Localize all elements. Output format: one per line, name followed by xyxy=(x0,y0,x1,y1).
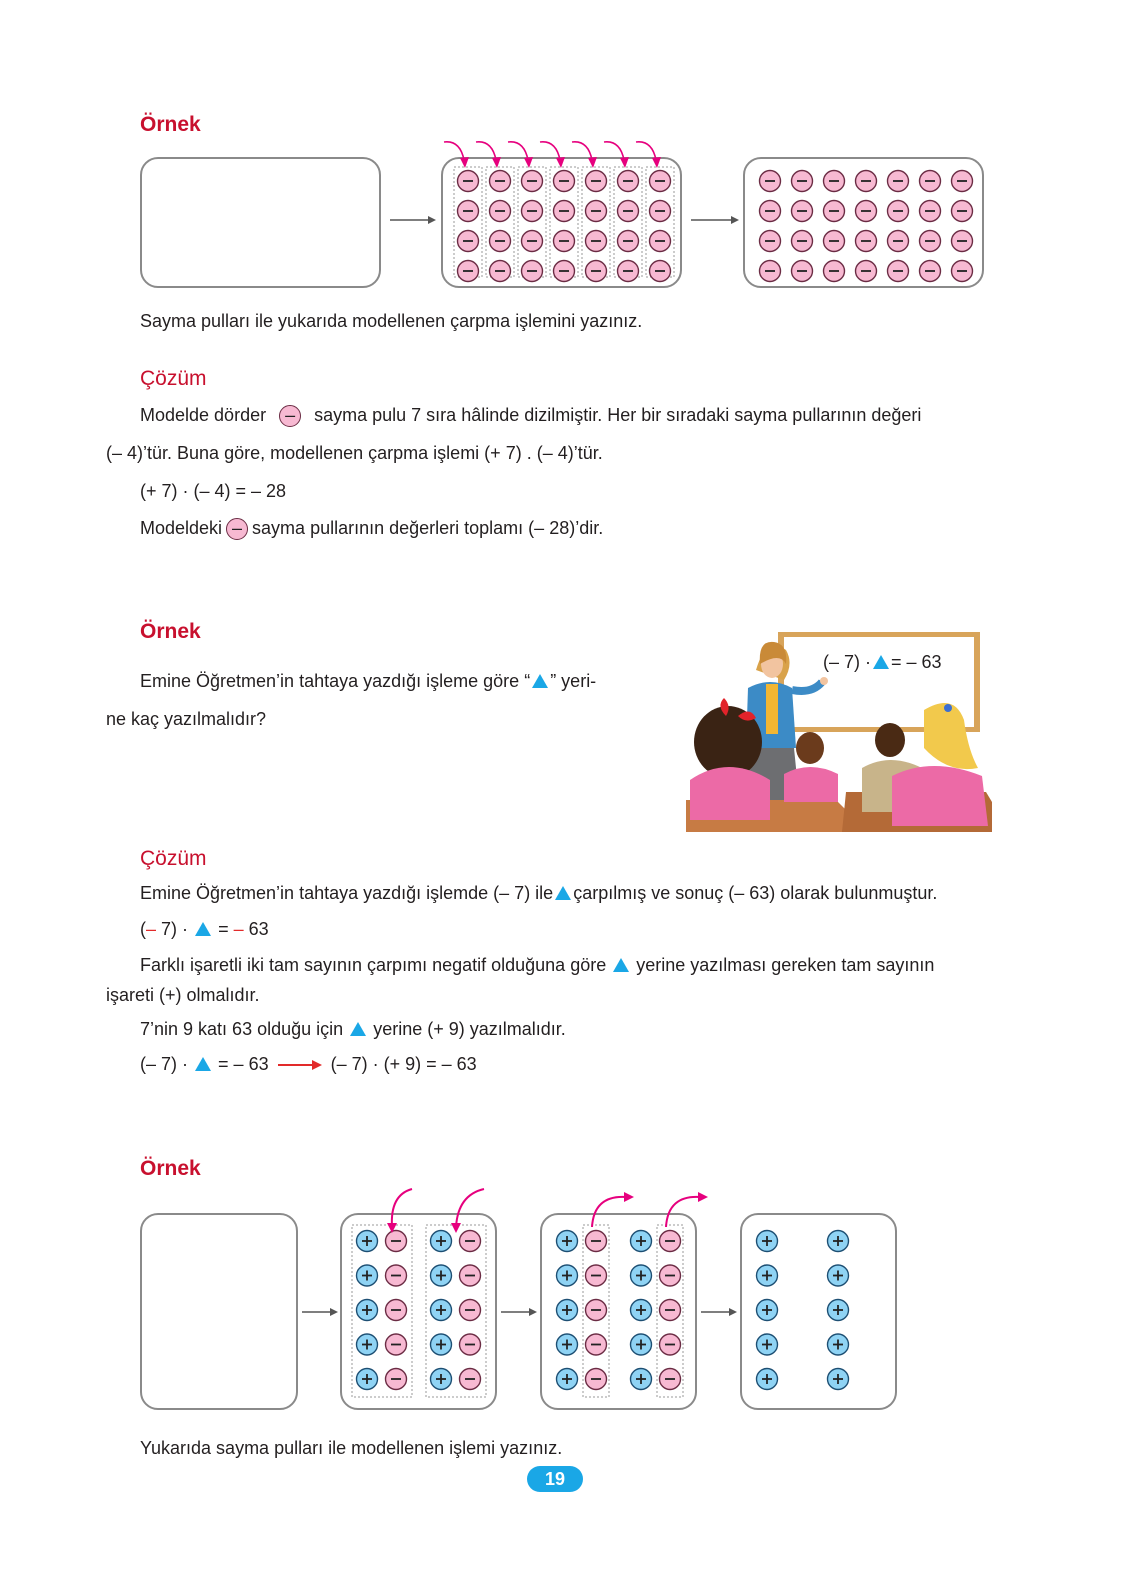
plus-chip-icon xyxy=(757,1265,778,1286)
minus-chip-icon xyxy=(792,261,813,282)
example1-move-arrows xyxy=(441,136,682,172)
triangle-icon xyxy=(195,922,211,936)
plus-chip-icon xyxy=(357,1300,378,1321)
example3-arrow-3 xyxy=(697,1300,741,1324)
minus-chip-icon xyxy=(554,201,575,222)
plus-chip-icon xyxy=(757,1334,778,1355)
solution2-line3 xyxy=(140,954,934,976)
example3-question: Yukarıda sayma pulları ile modellenen işlemi yazınız. xyxy=(140,1438,563,1458)
plus-chip-icon xyxy=(828,1334,849,1355)
plus-chip-icon xyxy=(631,1334,652,1355)
solution2-line1 xyxy=(140,882,937,904)
solution2-line6-c: (– 7) · (+ 9) = – 63 xyxy=(330,1054,477,1074)
example2-question-line1 xyxy=(140,670,596,692)
minus-chip-icon xyxy=(386,1369,407,1390)
minus-chip-icon xyxy=(490,231,511,252)
plus-chip-icon xyxy=(431,1265,452,1286)
minus-chip-icon xyxy=(586,171,607,192)
plus-chip-icon xyxy=(557,1300,578,1321)
minus-chip-icon xyxy=(460,1265,481,1286)
triangle-icon xyxy=(873,655,889,669)
minus-chip-icon xyxy=(856,201,877,222)
example2-question-line2: ne kaç yazılmalıdır? xyxy=(106,709,267,729)
minus-chip-icon xyxy=(920,201,941,222)
solution1-line2: (– 4)’tür. Buna göre, modellenen çarpma işlemi (+ 7) . (– 4)’tür. xyxy=(106,443,603,463)
solution2-line2 xyxy=(140,918,269,940)
solution1-line1-b: sayma pulu 7 sıra hâlinde dizilmiştir. Her bir sıradaki sayma pullarının değeri xyxy=(314,405,922,425)
minus-chip-icon xyxy=(760,231,781,252)
minus-chip-icon xyxy=(522,261,543,282)
plus-chip-icon xyxy=(828,1369,849,1390)
minus-chip-icon xyxy=(888,171,909,192)
plus-chip-icon xyxy=(431,1334,452,1355)
example3-chip-grid-pairs xyxy=(340,1213,497,1410)
example1-question: Sayma pulları ile yukarıda modellenen çarpma işlemini yazınız. xyxy=(140,311,643,331)
minus-chip-icon xyxy=(650,261,671,282)
minus-chip-icon xyxy=(586,261,607,282)
example3-heading: Örnek xyxy=(140,1157,201,1180)
minus-chip-icon xyxy=(522,201,543,222)
board-equation xyxy=(823,651,942,673)
triangle-icon xyxy=(613,958,629,972)
solution2-line1-b: çarpılmış ve sonuç (– 63) olarak bulunmuştur. xyxy=(573,883,938,903)
minus-chip-icon xyxy=(888,231,909,252)
curved-arrow-icon xyxy=(604,142,629,168)
solution1-line3: (+ 7) · (– 4) = – 28 xyxy=(140,481,287,501)
solution1-line1 xyxy=(140,404,921,427)
minus-chip-icon xyxy=(618,261,639,282)
solution1-line4 xyxy=(140,517,603,540)
plus-chip-icon xyxy=(357,1369,378,1390)
minus-chip-icon xyxy=(458,171,479,192)
minus-chip-icon xyxy=(554,261,575,282)
minus-chip-icon xyxy=(952,171,973,192)
minus-chip-icon xyxy=(952,261,973,282)
solution2-line2-open: ( xyxy=(140,919,146,939)
solution2-heading: Çözüm xyxy=(140,847,207,870)
solution2-line2-mid: 7) · xyxy=(156,919,189,939)
solution1-line4-b: sayma pullarının değerleri toplamı (– 28)’dir. xyxy=(252,518,604,538)
minus-chip-icon xyxy=(586,201,607,222)
solution1-heading: Çözüm xyxy=(140,367,207,390)
minus-chip-icon xyxy=(824,201,845,222)
minus-chip-icon xyxy=(824,231,845,252)
minus-chip-icon xyxy=(586,231,607,252)
minus-chip-icon xyxy=(888,261,909,282)
solution2-line5-a: 7’nin 9 katı 63 olduğu için xyxy=(140,1019,344,1039)
minus-chip-icon xyxy=(760,171,781,192)
example1-grouped-box xyxy=(441,157,682,288)
example3-result-box xyxy=(740,1213,897,1410)
plus-chip-icon xyxy=(557,1231,578,1252)
example3-remove-box xyxy=(540,1213,697,1410)
minus-chip-icon xyxy=(386,1300,407,1321)
example2-heading: Örnek xyxy=(140,620,201,643)
minus-chip-icon xyxy=(386,1334,407,1355)
solution2-line3-a: Farklı işaretli iki tam sayının çarpımı negatif olduğuna göre xyxy=(140,955,607,975)
minus-chip-icon xyxy=(586,1334,607,1355)
minus-chip-icon xyxy=(824,261,845,282)
minus-chip-icon xyxy=(920,261,941,282)
minus-chip-icon xyxy=(760,201,781,222)
plus-chip-icon xyxy=(828,1265,849,1286)
triangle-icon xyxy=(555,886,571,900)
minus-chip-icon xyxy=(618,201,639,222)
curved-arrow-icon xyxy=(476,142,501,168)
example1-arrow-2 xyxy=(683,205,743,235)
solution2-line2-end: 63 xyxy=(243,919,269,939)
solution2-line6-a: (– 7) · xyxy=(140,1054,189,1074)
plus-chip-icon xyxy=(757,1231,778,1252)
minus-chip-icon xyxy=(660,1334,681,1355)
minus-chip-icon xyxy=(888,201,909,222)
page-number: 19 xyxy=(527,1466,583,1492)
minus-chip-icon xyxy=(458,231,479,252)
minus-chip-icon xyxy=(824,171,845,192)
example3-add-arrows xyxy=(360,1185,500,1235)
minus-chip-icon xyxy=(460,1334,481,1355)
solution2-line6-b: = – 63 xyxy=(218,1054,269,1074)
minus-chip-icon xyxy=(650,171,671,192)
example1-arrow-1 xyxy=(380,205,440,235)
minus-chip-icon xyxy=(490,171,511,192)
example3-pairs-box xyxy=(340,1213,497,1410)
example3-remove-arrows xyxy=(580,1185,720,1235)
solution2-line3-b: yerine yazılması gereken tam sayının xyxy=(636,955,935,975)
plus-chip-icon xyxy=(757,1369,778,1390)
example1-chip-grid-grouped xyxy=(441,157,682,288)
board-equation-b: = – 63 xyxy=(891,652,942,672)
triangle-icon xyxy=(195,1057,211,1071)
minus-chip-icon xyxy=(856,261,877,282)
solution1-line1-a: Modelde dörder xyxy=(140,405,267,425)
minus-chip-icon xyxy=(660,1300,681,1321)
solution2-line5 xyxy=(140,1018,566,1040)
minus-chip-icon xyxy=(586,1300,607,1321)
example1-empty-box xyxy=(140,157,381,288)
plus-chip-icon xyxy=(631,1369,652,1390)
example3-chip-grid-result xyxy=(740,1213,897,1410)
minus-chip-icon xyxy=(386,1265,407,1286)
minus-chip-icon xyxy=(650,201,671,222)
plus-chip-icon xyxy=(357,1265,378,1286)
example2-question-b: ” yeri- xyxy=(550,671,597,691)
minus-chip-icon xyxy=(586,1265,607,1286)
example3-arrow-1 xyxy=(298,1300,342,1324)
minus-chip-icon xyxy=(490,201,511,222)
example1-chip-grid-result xyxy=(743,157,984,288)
plus-chip-icon xyxy=(828,1231,849,1252)
minus-chip-icon: – xyxy=(226,518,248,540)
triangle-icon xyxy=(532,674,548,688)
example3-empty-box xyxy=(140,1213,298,1410)
solution2-line2-eq: = xyxy=(218,919,229,939)
plus-chip-icon xyxy=(557,1334,578,1355)
minus-chip-icon xyxy=(618,231,639,252)
example3-chip-grid-remove xyxy=(540,1213,697,1410)
minus-chip-icon xyxy=(554,231,575,252)
curved-arrow-icon xyxy=(636,142,661,168)
solution2-line5-b: yerine (+ 9) yazılmalıdır. xyxy=(373,1019,566,1039)
solution2-line2-minus2: – xyxy=(233,919,244,939)
example1-heading: Örnek xyxy=(140,113,201,136)
example1-result-box xyxy=(743,157,984,288)
minus-chip-icon: – xyxy=(279,405,301,427)
minus-chip-icon xyxy=(856,171,877,192)
plus-chip-icon xyxy=(431,1300,452,1321)
minus-chip-icon xyxy=(460,1300,481,1321)
minus-chip-icon xyxy=(586,1369,607,1390)
minus-chip-icon xyxy=(856,231,877,252)
minus-chip-icon xyxy=(650,231,671,252)
plus-chip-icon xyxy=(757,1300,778,1321)
minus-chip-icon xyxy=(522,171,543,192)
plus-chip-icon xyxy=(557,1265,578,1286)
minus-chip-icon xyxy=(952,201,973,222)
minus-chip-icon xyxy=(458,201,479,222)
curved-arrow-icon xyxy=(508,142,533,168)
example2-question-a: Emine Öğretmen’in tahtaya yazdığı işleme göre “ xyxy=(140,671,531,691)
example3-arrow-2 xyxy=(497,1300,541,1324)
minus-chip-icon xyxy=(792,171,813,192)
board-equation-a: (– 7) · xyxy=(823,652,872,672)
plus-chip-icon xyxy=(631,1300,652,1321)
minus-chip-icon xyxy=(458,261,479,282)
minus-chip-icon xyxy=(460,1369,481,1390)
plus-chip-icon xyxy=(828,1300,849,1321)
minus-chip-icon xyxy=(618,171,639,192)
minus-chip-icon xyxy=(490,261,511,282)
solution2-line2-minus: – xyxy=(146,919,157,939)
red-arrow-icon xyxy=(276,1058,324,1072)
plus-chip-icon xyxy=(557,1369,578,1390)
minus-chip-icon xyxy=(792,231,813,252)
solution2-line1-a: Emine Öğretmen’in tahtaya yazdığı işlemde (– 7) ile xyxy=(140,883,554,903)
minus-chip-icon xyxy=(952,231,973,252)
minus-chip-icon xyxy=(920,231,941,252)
minus-chip-icon xyxy=(522,231,543,252)
curved-arrow-icon xyxy=(540,142,565,168)
plus-chip-icon xyxy=(357,1334,378,1355)
minus-chip-icon xyxy=(792,201,813,222)
plus-chip-icon xyxy=(631,1265,652,1286)
curved-arrow-icon xyxy=(572,142,597,168)
plus-chip-icon xyxy=(431,1369,452,1390)
curved-arrow-icon xyxy=(444,142,469,168)
minus-chip-icon xyxy=(660,1265,681,1286)
solution2-line6 xyxy=(140,1053,477,1075)
solution1-line4-a: Modeldeki xyxy=(140,518,223,538)
minus-chip-icon xyxy=(920,171,941,192)
solution2-line4: işareti (+) olmalıdır. xyxy=(106,985,260,1005)
minus-chip-icon xyxy=(760,261,781,282)
minus-chip-icon xyxy=(554,171,575,192)
minus-chip-icon xyxy=(660,1369,681,1390)
triangle-icon xyxy=(350,1022,366,1036)
